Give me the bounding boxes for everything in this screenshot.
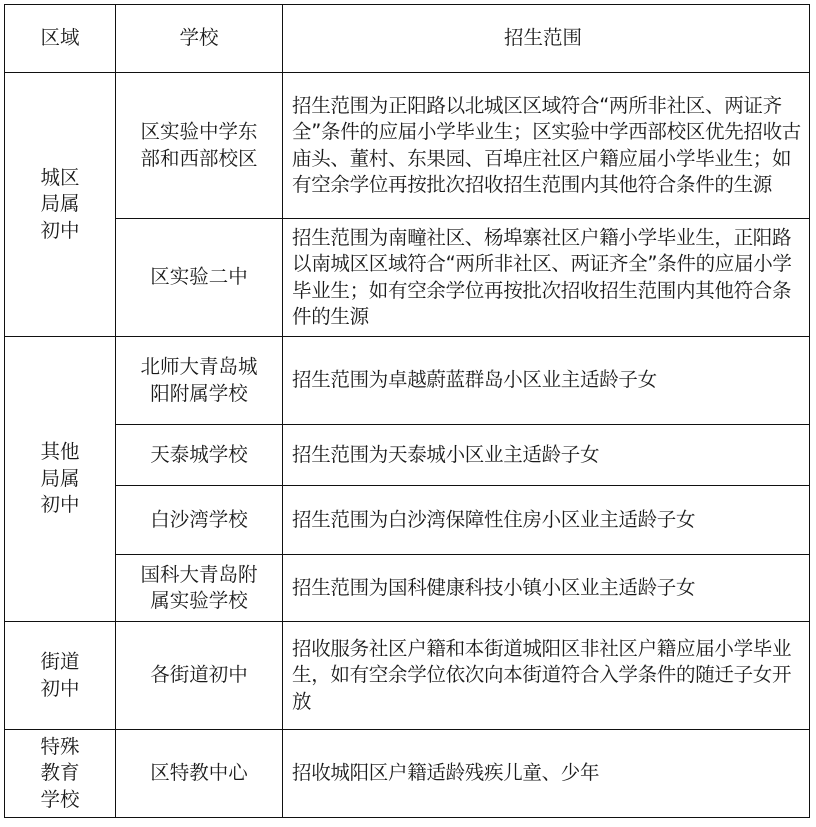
header-school: 学校 (116, 5, 283, 73)
region-cell (5, 622, 116, 730)
school-cell (116, 730, 283, 818)
school-name: 各街道初中 (150, 663, 248, 687)
scope-cell (283, 337, 810, 425)
school-name: 区特教中心 (150, 761, 248, 785)
school-name: 区实验中学东部和西部校区 (140, 120, 258, 170)
table-row (5, 555, 810, 622)
school-cell (116, 425, 283, 486)
school-cell (116, 73, 283, 219)
scope-cell (283, 73, 810, 219)
scope-text: 招收城阳区户籍适龄残疾儿童、少年 (292, 761, 600, 785)
school-name: 北师大青岛城阳附属学校 (140, 355, 258, 405)
scope-text: 招收服务社区户籍和本街道城阳区非社区户籍应届小学毕业生，如有空余学位依次向本街道符合入学条件的随迁子女开放 (292, 636, 792, 713)
table-row (5, 730, 810, 818)
region-cell (5, 730, 116, 818)
scope-cell (283, 486, 810, 555)
scope-text: 招生范围为白沙湾保障性住房小区业主适龄子女 (292, 507, 696, 531)
scope-cell (283, 730, 810, 818)
scope-text: 招生范围为南疃社区、杨埠寨社区户籍小学毕业生，正阳路以南城区区域符合“两所非社区、两证齐全”条件的应届小学毕业生；如有空余学位再按批次招收招生范围内其他符合条件的生源 (292, 225, 792, 328)
table-row (5, 337, 810, 425)
scope-text: 招生范围为天泰城小区业主适龄子女 (292, 442, 600, 466)
school-name: 国科大青岛附属实验学校 (140, 562, 258, 612)
scope-cell (283, 425, 810, 486)
table-row (5, 486, 810, 555)
school-name: 白沙湾学校 (150, 507, 248, 531)
region-label: 街道初中 (40, 650, 80, 700)
scope-text: 招生范围为卓越蔚蓝群岛小区业主适龄子女 (292, 368, 657, 392)
table-row (5, 73, 810, 219)
scope-text: 招生范围为正阳路以北城区区域符合“两所非社区、两证齐全”条件的应届小学毕业生；区实验中学西部校区优先招收古庙头、董村、东果园、百埠庄社区户籍应届小学毕业生；如有空余学位再按批次招收招生范围内其他符合条件的生源 (292, 93, 802, 196)
scope-cell (283, 219, 810, 337)
school-cell (116, 486, 283, 555)
region-cell (5, 337, 116, 622)
header-row (5, 5, 810, 73)
enrollment-scope-table (4, 4, 810, 818)
table-row (5, 622, 810, 730)
school-cell (116, 219, 283, 337)
region-label: 特殊教育学校 (40, 734, 80, 811)
school-name: 区实验二中 (150, 265, 248, 289)
scope-text: 招生范围为国科健康科技小镇小区业主适龄子女 (292, 575, 696, 599)
table-row (5, 219, 810, 337)
school-cell (116, 555, 283, 622)
school-name: 天泰城学校 (150, 442, 248, 466)
region-label: 其他局属初中 (40, 440, 80, 517)
school-cell (116, 622, 283, 730)
header-region: 区域 (5, 5, 116, 73)
header-scope: 招生范围 (283, 5, 810, 73)
school-cell (116, 337, 283, 425)
region-cell (5, 73, 116, 337)
region-label: 城区局属初中 (40, 165, 80, 242)
scope-cell (283, 555, 810, 622)
scope-cell (283, 622, 810, 730)
table-row (5, 425, 810, 486)
